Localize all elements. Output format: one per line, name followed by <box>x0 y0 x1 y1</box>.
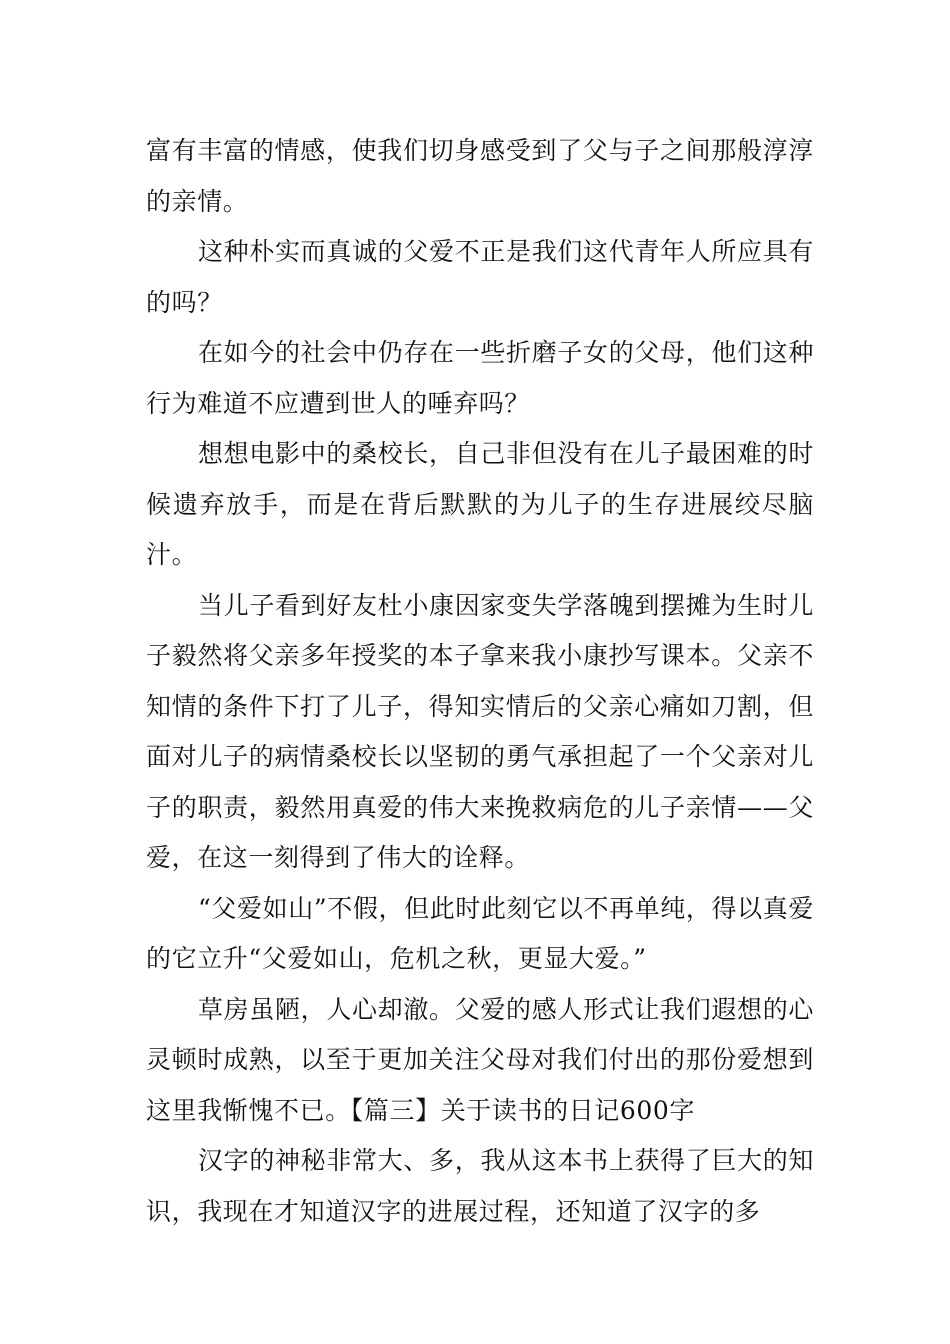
paragraph-4: 想想电影中的桑校长，自己非但没有在儿子最困难的时候遗弃放手，而是在背后默默的为儿子的生存进展绞尽脑汁。 <box>146 439 814 569</box>
paragraph-8: 汉字的神秘非常大、多，我从这本书上获得了巨大的知识，我现在才知道汉字的进展过程，还知道了汉字的多 <box>146 1146 814 1226</box>
paragraph-7: 草房虽陋，人心却澈。父爱的感人形式让我们遐想的心灵顿时成熟，以至于更加关注父母对我们付出的那份爱想到这里我惭愧不已。【篇三】关于读书的日记600字 <box>146 994 814 1125</box>
paragraph-6: “父爱如山”不假，但此时此刻它以不再单纯，得以真爱的它立升“父爱如山，危机之秋，更显大爱。” <box>146 893 814 973</box>
paragraph-1: 富有丰富的情感，使我们切身感受到了父与子之间那般淳淳的亲情。 <box>146 136 814 216</box>
paragraph-5: 当儿子看到好友杜小康因家变失学落魄到摆摊为生时儿子毅然将父亲多年授奖的本子拿来我小康抄写课本。父亲不知情的条件下打了儿子，得知实情后的父亲心痛如刀割，但面对儿子的病情桑校长以坚韧的勇气承担起了一个父亲对儿子的职责，毅然用真爱的伟大来挽救病危的儿子亲情——父爱，在这一刻得到了伟大的诠释。 <box>146 590 814 872</box>
paragraph-3: 在如今的社会中仍存在一些折磨子女的父母，他们这种行为难道不应遭到世人的唾弃吗？ <box>146 338 814 418</box>
paragraph-2: 这种朴实而真诚的父爱不正是我们这代青年人所应具有的吗？ <box>146 237 814 317</box>
document-body <box>146 126 814 1237</box>
